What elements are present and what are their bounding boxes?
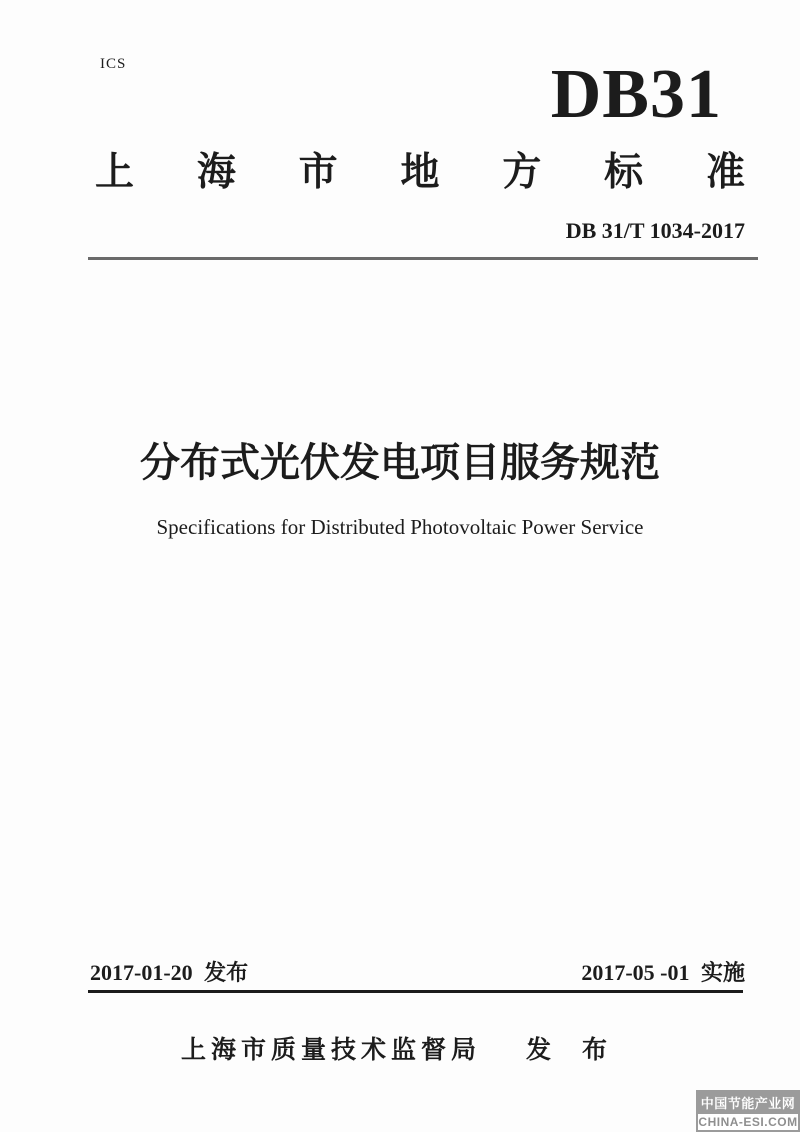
footer-divider-line xyxy=(88,990,743,993)
implementation-date-label: 实施 xyxy=(700,960,745,985)
watermark-site-name: 中国节能产业网 xyxy=(696,1090,800,1114)
standard-category-char: 地 xyxy=(400,151,440,194)
issue-date-group xyxy=(90,956,248,987)
issue-date: 2017-01-20 xyxy=(90,960,193,985)
standard-code: DB 31/T 1034-2017 xyxy=(565,218,745,243)
publisher-name: 上海市质量技术监督局 xyxy=(181,1036,482,1064)
standard-category-char: 方 xyxy=(502,151,542,194)
publisher-action-label: 发 布 xyxy=(526,1036,619,1064)
issue-date-label: 发布 xyxy=(204,960,249,985)
implementation-date: 2017-05 -01 xyxy=(581,960,690,985)
standard-category-char: 上 xyxy=(95,151,135,194)
site-watermark xyxy=(696,1090,800,1132)
document-title-chinese: 分布式光伏发电项目服务规范 xyxy=(140,441,660,485)
dates-row xyxy=(90,956,745,987)
db31-logo: DB31 xyxy=(550,56,722,133)
implementation-date-group xyxy=(581,956,745,987)
standard-category-char: 海 xyxy=(196,151,236,194)
publisher-row xyxy=(0,1030,800,1066)
document-title-english: Specifications for Distributed Photovoltaic Power Service xyxy=(156,515,644,539)
watermark-site-domain: CHINA-ESI.COM xyxy=(696,1114,800,1132)
standard-category-char: 市 xyxy=(298,151,338,194)
standard-category-char: 准 xyxy=(705,151,745,194)
standard-category-title xyxy=(95,152,745,195)
ics-label: ICS xyxy=(100,56,127,72)
header-divider-line xyxy=(88,257,758,260)
standard-category-char: 标 xyxy=(604,151,644,194)
